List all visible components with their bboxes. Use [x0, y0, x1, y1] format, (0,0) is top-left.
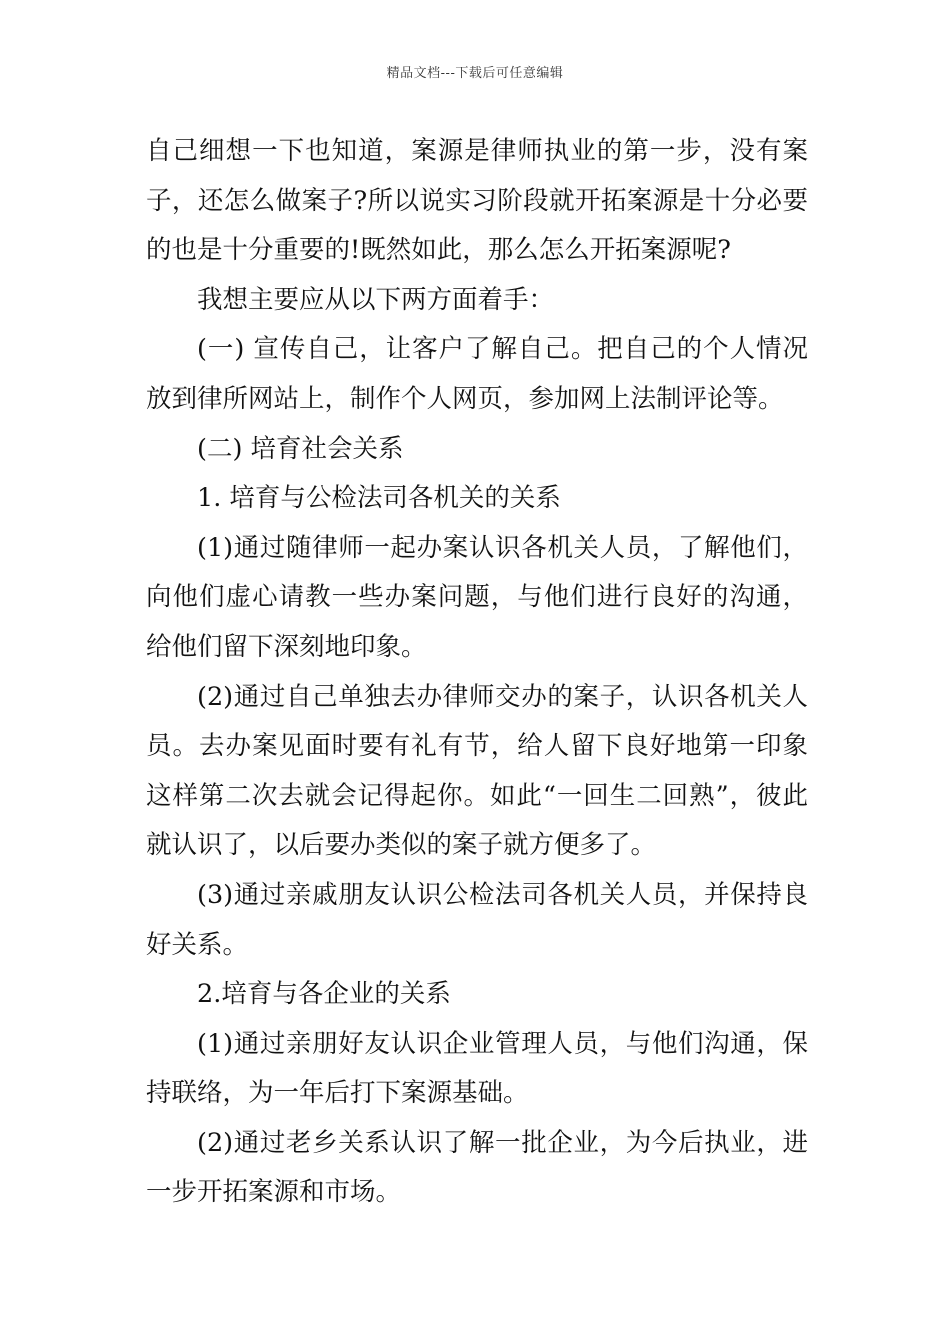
- paragraph-3: (一) 宣传自己，让客户了解自己。把自己的个人情况放到律所网站上，制作个人网页，参加网上法制评论等。: [146, 334, 808, 414]
- list-item-1-1: (1)通过随律师一起办案认识各机关人员，了解他们，向他们虚心请教一些办案问题，与他们进行良好的沟通，给他们留下深刻地印象。: [146, 532, 808, 662]
- subheading-1: 1. 培育与公检法司各机关的关系: [197, 483, 561, 514]
- section-heading-2: (二) 培育社会关系: [197, 433, 404, 464]
- list-item-1-2: (2)通过自己单独去办律师交办的案子，认识各机关人员。去办案见面时要有礼有节，给人留下良好地第一印象这样第二次去就会记得起你。如此“一回生二回熟”，彼此就认识了，以后要办类似的案子就方便多了。: [146, 681, 808, 861]
- paragraph-1: 自己细想一下也知道，案源是律师执业的第一步，没有案子，还怎么做案子?所以说实习阶段就开拓案源是十分必要的也是十分重要的!既然如此，那么怎么开拓案源呢?: [146, 136, 808, 266]
- list-item-2-1: (1)通过亲朋好友认识企业管理人员，与他们沟通，保持联络，为一年后打下案源基础。: [146, 1028, 808, 1109]
- paragraph-2: 我想主要应从以下两方面着手：: [197, 284, 555, 315]
- list-item-2-2: (2)通过老乡关系认识了解一批企业，为今后执业，进一步开拓案源和市场。: [146, 1127, 808, 1208]
- page-header: 精品文档---下载后可任意编辑: [386, 66, 564, 81]
- subheading-2: 2.培育与各企业的关系: [197, 979, 451, 1010]
- document-body: [146, 127, 808, 1218]
- list-item-1-3: (3)通过亲戚朋友认识公检法司各机关人员，并保持良好关系。: [146, 879, 808, 960]
